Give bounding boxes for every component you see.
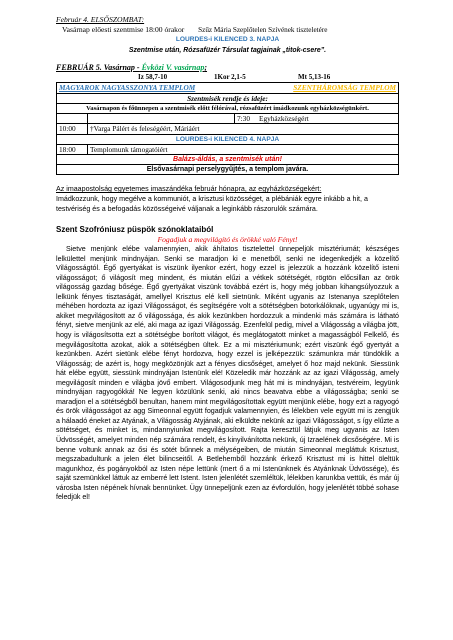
order-title-row <box>57 93 399 103</box>
table-novena: LOURDES-i KILENCED 4. NAPJA <box>57 134 399 144</box>
feb4-after-mass: Szentmise után, Rózsafüzér Társulat tagjainak „titok-csere”. <box>128 46 327 54</box>
feb4-mass-line: Vasárnap előesti szentmise 18:00 órakor <box>62 24 185 34</box>
row1-text: Egyházközségért <box>259 114 309 124</box>
feb5-heading-green: Évközi V. vasárnap <box>139 62 205 72</box>
feb5-heading-suffix: ; <box>204 62 208 72</box>
feb4-mass-row <box>56 25 399 36</box>
sermon-title: Szent Szofróniusz püspök szónoklataiból <box>56 225 214 235</box>
prayer-intention <box>56 185 399 214</box>
right-church-header: SZENTHÁROMSÁG TEMPLOM <box>293 83 396 93</box>
prayer-text: Imádkozzunk, hogy megélve a kommuniót, a krisztusi közösséget, a plébániák egyre inkább a hit, a testvériség és a befogadás közösségeivé váljanak a leginkább rászorulók számára. <box>56 194 368 213</box>
feb4-mass-intent: Szűz Mária Szeplőtelen Szívének tiszteletére <box>198 25 328 34</box>
sermon-quote: Fogadjuk a megvilágító és örökké való Fényt! <box>157 235 298 245</box>
sermon-text: Sietve menjünk elébe valamennyien, akik áhítatos tisztelettel ünnepeljük misztériumát; készséges lelkülettel menjünk mindnyájan. Senki se maradjon ki e menetből, senki ne idegenkedjék a közelítő Világosságtól. Égő gyertyákat is viszünk ilyenkor ezért, hogy ezzel is jelezzük a hozzánk közelítő isteni világosságot; ő világosít meg mindent, és miután elűzi a vétkek sötétségét, rögtön előcsillan az örök világosság gazdag bősége. Égő gyertyákat viszünk továbbá ezért is, hogy még jobban kihangsúlyozzuk a lelkünk fényes tisztaságát, amellyel Krisztus elé kell sietnünk. Miként ugyanis az Istenanya szeplőtelen méhében hordozta az igazi Világosságot, és segítségére volt a sötétségben botorkálóknak, ugyanúgy mi is, akiket megvilágosított az ő világossága, és akik kezünkben hordozzuk a mindenki más számára is látható fényt, sietve menjünk az elé, aki maga az igazi Világosság. Ezenfelül pedig, mivel a Világosság a világba jött, hogy is világosítsotta ezt a sötétségbe borított világot, és meglátogatott minket a magasságból Felkelő, és megvilágosította azokat, akik a sötétségben ültek. Ez a mi misztériumunk; ezért viszünk égő gyertyát a kezünkben. Azért sietünk elébe fényt hordozva, hogy ezzel is jelképezzük: számunkra már tündöklik a Világosság; de azért is, hogy megközönjük azt a fényes dicsőséget, amelyet ő hoz majd nekünk. Siessünk hát elébe együtt, siessünk mindnyájan Istenünk elé! Közeledik már hozzánk az az igazi Világosság, amely megvilágosít minden e világba jövő embert. Világosodjunk meg hát mi is mindnyájan, testvéreim, legyünk mindnyájan ragyogókká! Ne legyen közülünk senki, aki nincs beavatva ebbe a világosságba; senki se maradjon el a sötétségből benultan, hanem mint megvilágosítottak együtt menjünk elébe, hogy ezt a ragyogó és örök világosságot az agg Simeonnal együtt fogadjuk valamennyien, és lélekben vele együtt mi is zengjük a hálaadó éneket az Atyának, a Világosság Atyjának, aki elküldte nekünk az igazi Világosságot, s így elűzte a sötétséget, és minket is, mindannyiunkat megvilágosított. Rajta keresztül látjuk meg ugyanis az Isten Üdvösségét, amelyet minden nép számára rendelt, és kinyilvánította nekünk, új Izraelének dicsőségére. Mi is benne voltunk annak az ősi és sötét bűnnek a mélységeiben, de miután Simeonnal megláttuk Krisztust, megszabadultunk a jelen élet bilincseitől. A Betlehemből hozzánk érkező Krisztust mi is hittel öleltük magunkhoz, és pogányokból az Isten népe lettünk (mert ő a mi Istenünknek és Atyánknak Üdvössége), és saját szemünkkel láttuk az emberré lett Istent. Isten jelenlétét szemléltük, lélekben karunkba vettük, és már új városba Isten népének hívnak bennünket. Ügy ünnepeljünk ezen az évfordulón, hogy jelenlétét többé sohase feledjük el! <box>56 245 399 502</box>
row3-text: Templomunk támogatóiért <box>88 144 399 154</box>
mass-schedule-table <box>56 82 399 176</box>
order-title: Szentmisék rendje és ideje: <box>57 93 399 103</box>
table-row <box>57 155 399 165</box>
readings-row <box>56 73 399 82</box>
sermon-body <box>56 245 399 503</box>
feb5-heading <box>56 63 399 73</box>
collection-note: Elsővasárnapi perselygyűjtés, a templom javára. <box>57 165 399 175</box>
table-row <box>57 124 399 134</box>
order-note: Vasárnapon és főünnepen a szentmisék előtt félórával, rózsafüzért imádkozunk egyházközségünkért. <box>57 103 399 113</box>
order-note-row <box>57 103 399 113</box>
row2-text: †Varga Pálért és feleségéért, Máriáért <box>88 124 399 134</box>
table-row <box>57 144 399 154</box>
reading-1: Iz 58,7-10 <box>138 72 168 81</box>
prayer-intro: Az imaapostolság egyetemes imaszándéka február hónapra, az egyházközségekért: <box>56 185 322 194</box>
table-header-row <box>57 82 399 93</box>
table-row <box>57 114 399 124</box>
row2-time: 10:00 <box>57 124 88 134</box>
feb4-novena: LOURDES-i KILENCED 3. NAPJA <box>175 36 280 44</box>
row3-time: 18:00 <box>57 144 88 154</box>
feb5-heading-prefix: FEBRUÁR 5. Vasárnap - <box>56 62 140 72</box>
row1-time: 7:30 <box>237 114 250 124</box>
reading-2: 1Kor 2,1-5 <box>214 72 246 81</box>
blessing-note: Balázs-áldás, a szentmisék után! <box>57 155 399 165</box>
reading-3: Mt 5,13-16 <box>298 72 331 81</box>
table-row <box>57 165 399 175</box>
left-church-header: MAGYAROK NAGYASSZONYA TEMPLOM <box>59 83 196 93</box>
table-row <box>57 134 399 144</box>
bulletin-page <box>56 15 399 503</box>
feb4-heading: Február 4. ELSŐSZOMBAT: <box>56 15 145 24</box>
